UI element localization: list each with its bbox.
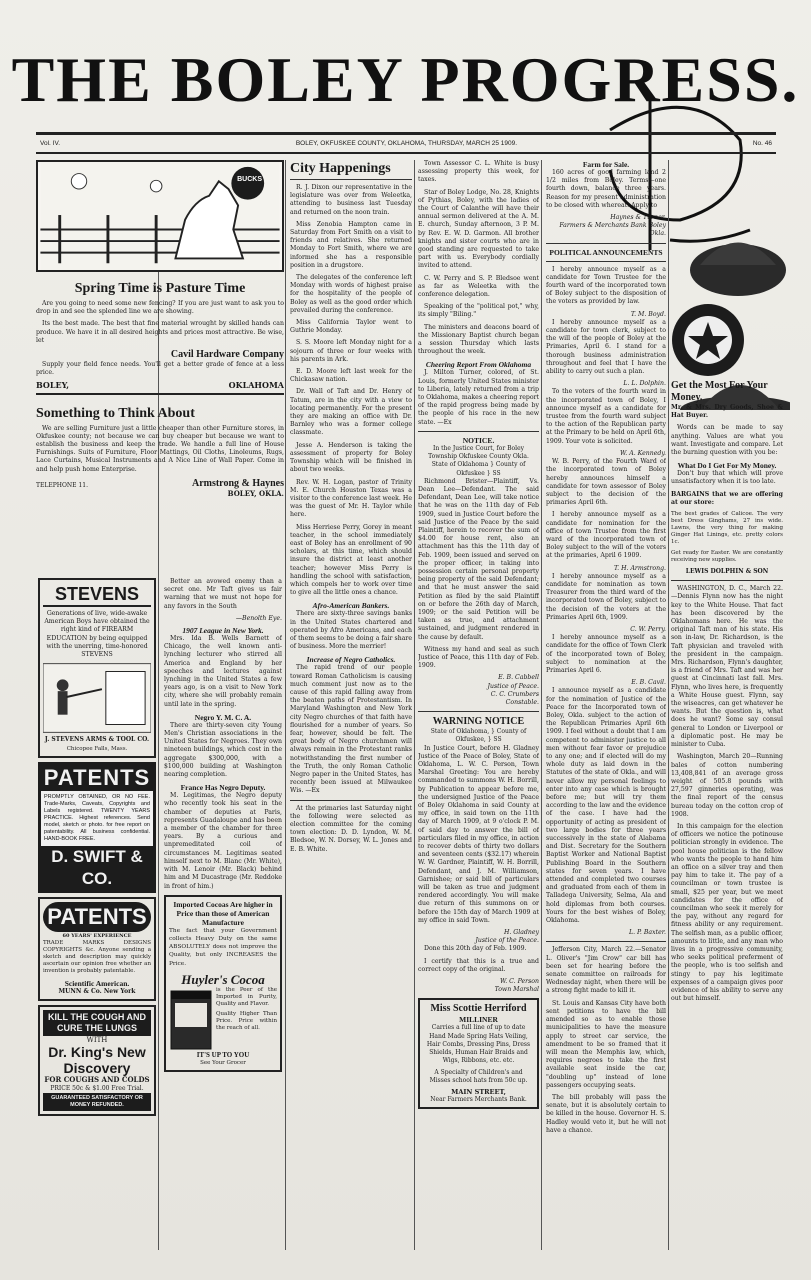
get-ready-text: Get ready for Easter. We are constantly receiving new supplies. bbox=[671, 550, 783, 564]
volume-number: Vol. IV. bbox=[40, 140, 60, 147]
cavil-hardware: Cavil Hardware Company bbox=[170, 349, 284, 361]
issue-number: No. 46 bbox=[752, 140, 772, 147]
city-item-9: Rev. W. H. Logan, pastor of Trinity M. E. Church Houston Texas was a visitor to the conference last week. He was the guest of Mr. H. Taylor while here. bbox=[290, 478, 412, 519]
patents-munn-ad bbox=[38, 897, 156, 1001]
herriford-name: Miss Scottie Herriford bbox=[430, 1003, 527, 1015]
its-up-to-you: IT'S UP TO YOU bbox=[196, 1050, 250, 1059]
dr-kings-ad bbox=[38, 1005, 156, 1116]
huyler-body bbox=[169, 987, 277, 1051]
taft-text: Better an avowed enemy than a secret one. Mr Taft gives us fair warning that we must not hope for any favors in the South bbox=[164, 578, 282, 610]
primaries-text: At the primaries last Saturday night the following were selected as election committee for the coming town election: D. D. Lyndon, W. M. Bledsoe, W. N. Dorsey, W. L. Jones and E. B. White. bbox=[290, 804, 412, 853]
notice-text: Richmond Brister—Plaintiff, Vs. Dean Lee—Defendant. The said Defendant, Dean Lee, will take notice that he was on the 11th day of Feb 1909, sued in Justice Court before the said Justice of the Peace by the said Plaintiff, herein to recover the sum of $4.00 for house rent, also an attachment has this the 11th day of Feb. 1909, been issued and served on the proper officer, in taking into possession certain personal property being property of the said Defendant; and that he must answer the said Petition as filed by the said Plaintiff on or before the 26th day of March, 1909; or the said Petition will be taken as true, and attachment sustained, and judgment rendered in the cause by default. bbox=[418, 477, 539, 641]
notice-court: In the Justice Court, for Boley Township Okfuskee County Okla. bbox=[428, 444, 529, 461]
notice-signature-1: E. B. Cabbell bbox=[498, 674, 539, 682]
warning-state: State of Oklahoma, } County of Okfuskee, } SS bbox=[430, 728, 527, 744]
get-most-heading: Get the Most For Your Money. bbox=[671, 380, 768, 403]
farm-sale-heading: Farm for Sale. bbox=[582, 160, 630, 169]
see-grocer: See Your Grocer bbox=[200, 1059, 246, 1066]
ministers-text: The ministers and deacons board of the Missionary Baptist church began a session Thursday which lasts throughout the week. bbox=[418, 323, 539, 356]
hunter-rifle-icon bbox=[43, 663, 151, 733]
something-text: We are selling Furniture just a little cheaper than other Furniture stores, in Okfuskee county; not because we can buy cheaper but because we want to establish the business and keep the trade. We handle a full line of House Furnishings. Suits of Furniture, Floor Mattings, Oil Cloths, Linoleums, Rugs, Lace Curtains, Musical Instruments and A Nice Line of Wall Paper. Come in and help push home Enterprise. bbox=[36, 424, 284, 473]
column-rule bbox=[668, 160, 669, 1250]
announcement-6: I hereby announce myself as a candidate for nomination as town Treasurer from the third ward of the incorporated town of Boley, subject to the decision of the voters at the Primaries April 6th, 1909. bbox=[546, 572, 666, 621]
warning-signature-2: W. C. Person bbox=[499, 978, 539, 986]
huyler-text-2: Quality Higher Than Price. Price within the reach of all. bbox=[216, 1010, 277, 1031]
lodge-text: Star of Boley Lodge, No. 28, Knights of Pythias, Boley, with the ladies of the Court of Calanthe will have their annual sermon delivered at the A. M. E. church, Sunday afternoon, 3 P. M. by Rev. E. W. D. Garmon. All brother knights and sister courts who are in good standing are requested to take part with us. Everybody cordially invited to attend. bbox=[418, 188, 539, 270]
stevens-location: Chicopee Falls, Mass. bbox=[66, 745, 128, 752]
ymca-heading: Negro Y. M. C. A. bbox=[194, 712, 252, 722]
separator bbox=[546, 243, 666, 244]
spring-text-2: Its the best made. The best that fine material wrought by skilled hands can produce. We have it in all desired heights and prices most attractive. Be wise, let bbox=[36, 320, 284, 344]
patents-2-text: TRADE MARKS DESIGNS COPYRIGHTS &c. Anyone sending a sketch and description may quickly ascertain our opinion free whether an invention is probably patentable. bbox=[43, 940, 151, 975]
announcement-7: I hereby announce myself as a candidate for the office of Town Clerk of the incorporated town of Boley, subject to nomination at the Primaries April 6. bbox=[546, 634, 666, 674]
herriford-ad bbox=[418, 998, 539, 1109]
bankers-text: There are sixty-three savings banks in the United States chartered and operated by Afro Americans, and each of them seems to be doing a fair share of business. More the merrier! bbox=[290, 610, 412, 651]
bargain-items: The best grades of Calicoe. The very best Dress Ginghams, 27 ins wide. Lawns, the very thing for making Ginger Hat Linings, etc. pretty colors 1c. bbox=[671, 511, 783, 546]
bucks-badge: BUCKS bbox=[237, 176, 262, 183]
column-6 bbox=[671, 380, 783, 1260]
france-text: M. Legitimas, the Negro deputy who recently took his seat in the chamber of deputies at Paris, represents Guadaloupe and has been a member of the chamber for three years. By a curious and unpremeditated coil of circumstances M. Legitimas seated himself next to M. Blanc (Mr. White), with M. Lenoir (Mr. Black) behind him and M Ducastrage (Mr. Reddoke in front of him.) bbox=[164, 792, 282, 890]
armstrong-location: BOLEY, OKLA. bbox=[227, 488, 284, 498]
warning-signature-b: Justice of the Peace. bbox=[475, 937, 539, 945]
catholics-heading: Increase of Negro Catholics. bbox=[306, 655, 396, 665]
announcement-5-sig: T. H. Armstrong. bbox=[613, 564, 666, 572]
with-label: WITH bbox=[86, 1036, 108, 1045]
league-heading: 1907 League in New York. bbox=[182, 626, 264, 636]
perry-text: C. W. Perry and S. P. Bledsoe went as far as Weleetka with the conference delegation. bbox=[418, 274, 539, 299]
top-left-ads bbox=[36, 160, 284, 580]
separator bbox=[418, 431, 539, 432]
main-near: Near Farmers Merchants Bank. bbox=[430, 1096, 527, 1104]
patents-title: PATENTS bbox=[43, 764, 151, 790]
newspaper-title: THE BOLEY PROGRESS. bbox=[11, 44, 800, 115]
notice-witness: Witness my hand and seal as such Justice of Peace, this 11th day of Feb. 1909. bbox=[418, 645, 539, 670]
separator bbox=[418, 711, 539, 712]
cavil-text: Supply your field fence needs. You'll get a better grade of fence at a less price. bbox=[36, 361, 284, 377]
assessor-text: Town Assessor C. L. White is busy assessing property this week, for taxes. bbox=[418, 160, 539, 184]
ymca-text: There are thirty-seven city Young Men's Christian associations in the United States for Negroes. They own nineteen buildings, which cost in the aggregate $300,000, with a $100,000 building at Washington nearing completion. bbox=[164, 721, 282, 779]
announcement-3-sig: W. A. Kennedy. bbox=[620, 449, 666, 457]
city-item-5: S. S. Moore left Monday night for a sojourn of three or four weeks with his parents in Ark. bbox=[290, 339, 412, 363]
munn-company: MUNN & Co. New York bbox=[58, 988, 136, 996]
farm-sale-text: 160 acres of good farming land 2 1/2 miles from Boley. Terms—one fourth down, balance three years. Reason for my present administration to be closed with whereat. Apply to bbox=[546, 169, 666, 209]
bankers-heading: Afro-American Bankers. bbox=[312, 601, 390, 611]
dswift-name: D. SWIFT & CO. bbox=[51, 846, 143, 888]
main-street: MAIN STREET, bbox=[451, 1087, 506, 1096]
warning-signature-2b: Town Marshal bbox=[494, 986, 539, 994]
words-text: Words can be made to say anything. Values are what you want. Investigate and compare. Let the burning question with you be: bbox=[671, 424, 783, 457]
experience-label: 60 YEARS' EXPERIENCE bbox=[62, 932, 132, 939]
kill-cough: KILL THE COUGH AND CURE THE LUNGS bbox=[43, 1010, 151, 1036]
huyler-text-block bbox=[216, 987, 277, 1051]
stevens-title: STEVENS bbox=[43, 583, 151, 607]
milliner-label: MILLINER bbox=[459, 1015, 498, 1025]
announcement-7-sig: E. B. Cavil. bbox=[631, 679, 666, 687]
political-heading: POLITICAL ANNOUNCEMENTS bbox=[549, 247, 663, 257]
herriford-text: Carries a full line of up to date Hand Made Spring Hats Veiling, Hair Combs, Dressing Pins, Dress Shields, Human Hair Braids and Wigs, Ribbons, etc. etc. bbox=[426, 1024, 531, 1065]
st-louis-text: St. Louis and Kansas City have both sent petitions to have the bill amended so as to enable those municipalities to have the measure apply to street car service, the amendment to be so framed that it will mean the Memphis law, which, requires negroes to take the first available seat inside the car, "doubling up" instead of lone passengers occupying seats. bbox=[546, 999, 666, 1089]
spring-text: Are you going to need some new fencing? If you are just want to ask you to drop in and see the splended line we are showing. bbox=[36, 300, 284, 316]
city-item-3: The delegates of the conference left Monday with words of highest praise for the hospitality of the people of Boley as well as the good order which prevailed during the conference. bbox=[290, 274, 412, 314]
guaranteed-label: GUARANTEED SATISFACTORY OR MONEY REFUNDED. bbox=[43, 1093, 151, 1111]
cocoa-tin-icon bbox=[169, 987, 213, 1051]
france-heading: France Has Negro Deputy. bbox=[180, 783, 266, 793]
oklahoma-label: OKLAHOMA bbox=[228, 380, 284, 391]
separator bbox=[546, 941, 666, 942]
telephone-label: TELEPHONE 11. bbox=[36, 481, 89, 489]
city-happenings-title: City Happenings bbox=[290, 160, 412, 180]
catholics-text: The rapid trend of our people toward Roman Catholicism is causing much comment just now as to the cause of this rapid falling away from the beaten paths of Protestantism. In Maryland Washington and New York city Negro churches of that faith have flourished for a number of years. So fear, however, should be felt. The great body of Negro churchmen will always remain in the Protestant ranks notwithstanding the first number of the Truth, the only Roman Catholic Negro paper in the United States, has recently been issued at Milwaukee Wis. —Ex bbox=[290, 664, 412, 795]
boley-label: BOLEY, bbox=[36, 380, 70, 391]
patents-text: PROMPTLY OBTAINED, OR NO FEE. Trade-Marks, Caveats, Copyrights and Labels registered. TWENTY YEARS PRACTICE. Highest references. Send model, sketch or photo. for free report on patentability. All business confidential. HAND-BOOK FREE. bbox=[41, 791, 153, 846]
announcement-3: To the voters of the fourth ward in the incorporated town of Boley, I announce myself as a candidate for trustee from the fourth ward subject to the action of the Republican party at the Primary to be held on April 6th, 1909. Your vote is solicited. bbox=[546, 388, 666, 445]
huyler-text: is the Peer of the Imported in Purity, Quality and Flavor. bbox=[216, 986, 277, 1007]
boley-oklahoma-line bbox=[36, 381, 284, 394]
kings-for: FOR COUGHS AND COLDS bbox=[44, 1075, 150, 1085]
announcement-1-sig: T. M. Boyd. bbox=[630, 310, 666, 318]
dateline-bar bbox=[36, 132, 776, 154]
column-5 bbox=[546, 160, 666, 1270]
patents-title-2: PATENTS bbox=[43, 902, 151, 932]
report-heading: Cheering Report From Oklahoma bbox=[425, 360, 532, 370]
huyler-title: Huyler's Cocoa bbox=[181, 971, 265, 987]
lewis-dolphin: LEWIS DOLPHIN & SON bbox=[685, 568, 769, 576]
stevens-text: Generations of live, wide-awake American Boys have obtained the right kind of FIREARM EDUCATION by being equipped with the unerring, time-honored STEVENS bbox=[44, 610, 150, 659]
campaign-text: In this campaign for the election of officers we notice the potinouse politician strongly in evidence. The pool house politician is the fellow who wants the people to hand him an office on a silver tray and then pay him to take it. The pay of a councilman or town trustee is small, $25 per year, but we meet candidates for the office of councilman who seek it merely for the pay, without any regard for fitness ability or any requirement. The selfish man, as a public officer, amounts to little, and any man who lives in a progressive community, who seeks political preferment of the people, who is too selfish and stingy to pay his legitimate expenses of a campaign gives poor evidence of his ability to serve any out but himself. bbox=[671, 822, 783, 1003]
column-4 bbox=[418, 160, 539, 1270]
dry-goods-text: Mr. & Mrs. Dry Goods, Shoe & Hat Buyer. bbox=[671, 404, 783, 420]
warning-signature: H. Gladney bbox=[503, 929, 539, 937]
report-text: J. Milton Turner, colored, of St. Louis, formerly United States minister to Liberia, lately returned from a trip to Oklahoma, makes a cheering report of the rapid progress being made by the people of his race in the new state. —Ex bbox=[418, 369, 539, 426]
armstrong-name: Armstrong & Haynes bbox=[191, 477, 284, 489]
farm-contact-2: Farmers & Merchants Bank Boley Okla. bbox=[559, 222, 666, 238]
column-2 bbox=[164, 578, 282, 1258]
senate-text: The bill probably will pass the senate, but it is absolutely certain to be killed in the house. Governor H. S. Hadley would veto it, but he will not have a chance. bbox=[546, 1093, 666, 1134]
column-rule bbox=[285, 160, 286, 1250]
washington-text: WASHINGTON, D. C., March 22.—Dennis Flynn now has the night key to the White House. That fact has been discovered by the Oklahomans here. He was the original Taft man of his state. His son in-law, Dr. Richardson, is the Taft physician and traveled with the president in the campaign. Mrs. Richardson, Flynn's daughter, is a friend of Mrs. Taft and was her guest at Cincinnati last fall. Mrs. Flynn, who lives here, is frequently a White House guest. Flynn, say the wiseacres, can get whatever he wants. But the question is, what does he want? Some say consul general to London or Liverpool or a diplomatic post. He may be minister to Cuba. bbox=[671, 585, 783, 749]
league-text: Mrs. Ida B. Wells Barnett of Chicago, the well known anti-lynching lecturer who stirred all America and England by her speeches and lectures against lynching in the United States a few years ago, is on a visit to New York city, where she will probably remain until late in the spring. bbox=[164, 635, 282, 708]
notice-state: State of Oklahoma } County of Okfuskee } SS bbox=[431, 461, 526, 477]
column-1-ads bbox=[38, 578, 156, 1258]
notice-signature-2b: Constable. bbox=[505, 698, 539, 706]
separator bbox=[671, 580, 783, 581]
announcement-4: W. B. Perry, of the Fourth Ward of the incorporated town of Boley hereby announces himself a candidate for town assessor of Boley subject to the decision of the primaries April 6th. bbox=[546, 458, 666, 507]
notice-signature-1b: Justice of Peace. bbox=[487, 682, 539, 690]
political-pot-text: Speaking of the "political pot," why, its simply "Biling." bbox=[418, 303, 539, 319]
city-item-10: Miss Herriese Perry, Gorey in meant teacher, in the school immediately east of Boley has an enrollment of 90 scholars, at this time, which should insure the district at least another teacher; however Miss Perry is handling the school with satisfaction, which compels her to work over time to give all the little ones a chance. bbox=[290, 523, 412, 597]
city-item-1: R. J. Dixon our representative in the legislature was over from Weleetka, attending to business last Tuesday and returned on the noon train. bbox=[290, 184, 412, 216]
column-rule bbox=[414, 160, 415, 1250]
stevens-ad bbox=[38, 578, 156, 758]
herriford-text-2: A Specialty of Children's and Misses school hats from 50c up. bbox=[429, 1068, 528, 1084]
taft-signature: —Benolth Eye. bbox=[235, 614, 282, 622]
cocoa-title: Imported Cocoas Are higher in Price than those of American Manufacture bbox=[173, 899, 273, 927]
farm-illustration bbox=[36, 160, 284, 272]
announcement-2-sig: L. L. Dolphin. bbox=[623, 380, 666, 388]
warning-heading: WARNING NOTICE bbox=[432, 716, 525, 728]
warning-certify: I certify that this is a true and correct copy of the original. bbox=[418, 957, 539, 973]
bargains-text: BARGAINS that we are offering at our store: bbox=[671, 490, 783, 506]
notice-signature-2: C. C. Crumbers bbox=[490, 690, 539, 698]
cotton-text: Washington, March 20—Running bales of cotton numbering 13,408,841 of an average gross weight of 505.8 pounds with 27,597 ginneries operating, was the final report of the census bureau today on the cotton crop of 1908. bbox=[671, 753, 783, 818]
dr-kings-title: Dr. King's New Discovery bbox=[48, 1044, 146, 1077]
announcement-2: I hereby announce myself as a candidate for town clerk, subject to the will of the people of Boley at the Primaries, April 6. I stand for a thorough business administration throughout and feel that I have the ability to carry out such a plan. bbox=[546, 318, 666, 376]
huyler-cocoa-ad bbox=[164, 895, 282, 1072]
announcement-1: I hereby announce myself as a candidate for Town Trustee for the fourth ward of the incorporated town of Boley subject to the disposition of the voters as provided by law. bbox=[546, 265, 666, 306]
dont-buy-text: Don't buy that which will prove unsatisfactory when it is too late. bbox=[671, 470, 783, 486]
announcement-8-sig: L. P. Baxter. bbox=[628, 929, 666, 937]
city-item-4: Miss California Taylor went to Guthrie Monday. bbox=[290, 319, 412, 335]
jim-crow-text: Jefferson City, March 22.—Senator L. Oliver's "Jim Crow" car bill has been set for hearing before the senate committee on railroads for Wednesday night, when there will be a strong fight made to kill it. bbox=[546, 946, 666, 995]
stevens-company: J. STEVENS ARMS & TOOL CO. bbox=[44, 736, 150, 744]
city-item-2: Miss Zenobia Hampton came in Saturday from Fort Smith on a visit to friends and relatives. She returned Monday to Fort Smith, where we are informed she has a responsible position in a drugstore. bbox=[290, 220, 412, 269]
column-rule bbox=[541, 160, 542, 1250]
kings-price: PRICE 50c & $1.00 Free Trial. bbox=[50, 1084, 144, 1092]
farm-contact: Haynes & Turner. bbox=[610, 214, 666, 222]
announcement-8: I announce myself as a candidate for the nomination of Justice of the Peace for the Incorporated town of Boley, Okla. subject to the action of the Republican Primaries April 6th 1909. I feel without a doubt that I am competent to administer justice to all men without fear favor or prejudice to any one; and if elected will do my whole duty as laid down in the Statutes of the state of Okla., and will never allow my personal feelings to enter into any case which is brought before me; but will try them according to the law and the evidence of the case. I have had the opportunity of acting as president of two large bodies for three years successively in the state of Alabama and Dist. Secretary for the Southern Baptist Worker and National Baptist Publishing Board in the Southern states for seven years. I have attended and completed two courses and graduated from each of them in Talladega University, Selma, Ala and hold diplomas from both courses. Yours for the best wishes of Boley, Oklahoma. bbox=[546, 687, 666, 925]
city-item-7: Dr. Wall of Taft and Dr. Henry of Tatum, are in the city with a view to locating permanently. For the present they are making an office with Dr. Barnley who was a former college classmate. bbox=[290, 388, 412, 437]
separator bbox=[546, 261, 666, 262]
dateline-text: BOLEY, OKFUSKEE COUNTY, OKLAHOMA, THURSDAY, MARCH 25 1909. bbox=[295, 140, 518, 147]
separator bbox=[290, 800, 412, 801]
warning-text: In Justice Court, before H. Gladney Justice of the Peace of Boley, State of Oklahoma, L. W. C. Person, Town Marshal Greeting: You are hereby commanded to summons W. H. Borrill, by Publication to appear before me, the undersigned Justice of the Peace of Boley Oklahoma in said County at my office, in said town on the 11th day of March 1909, at 9 o'clock P. M. of said day to answer the bill of particulars filed in my office, in action to recover debts of thirty two dollars and seventeen cents ($32.17) wherein W. W. Gardner, Plaintiff, W. H. Borrill, Defendant, and J. M. Williamson, Garnishee; or said bill of particulars will be taken as true and judgment rendered accordingly. You will make due return of this summons on or before the 15th day of March 1909 at my office in said Town. bbox=[418, 744, 539, 924]
warning-date: Done this 20th day of Feb. 1909. bbox=[424, 945, 527, 953]
scientific-american: Scientific American. bbox=[64, 979, 130, 989]
city-item-6: E. D. Moore left last week for the Chickasaw nation. bbox=[290, 368, 412, 384]
announcement-5: I hereby announce myself as a candidate for nomination for the office of town Trustee from the first ward of the incorporated town of Boley subject to the will of the voters at the primaries, April 6 1909. bbox=[546, 511, 666, 560]
announcement-6-sig: C. W. Perry. bbox=[630, 625, 666, 633]
column-3 bbox=[290, 160, 412, 1270]
something-title: Something to Think About bbox=[36, 405, 195, 421]
cocoa-text: The fact that your Government collects Heavy Duty on the same ABSOLUTELY does not improve the Quality, but only INCREASES the Price. bbox=[169, 927, 277, 967]
patents-swift-ad bbox=[38, 762, 156, 893]
notice-heading: NOTICE. bbox=[462, 435, 495, 445]
spring-title: Spring Time is Pasture Time bbox=[74, 281, 246, 296]
city-item-8: Jesse A. Henderson is taking the assessment of property for Boley Township which will be finished in about two weeks. bbox=[290, 441, 412, 474]
what-do-heading: What Do I Get For My Money. bbox=[677, 461, 777, 471]
